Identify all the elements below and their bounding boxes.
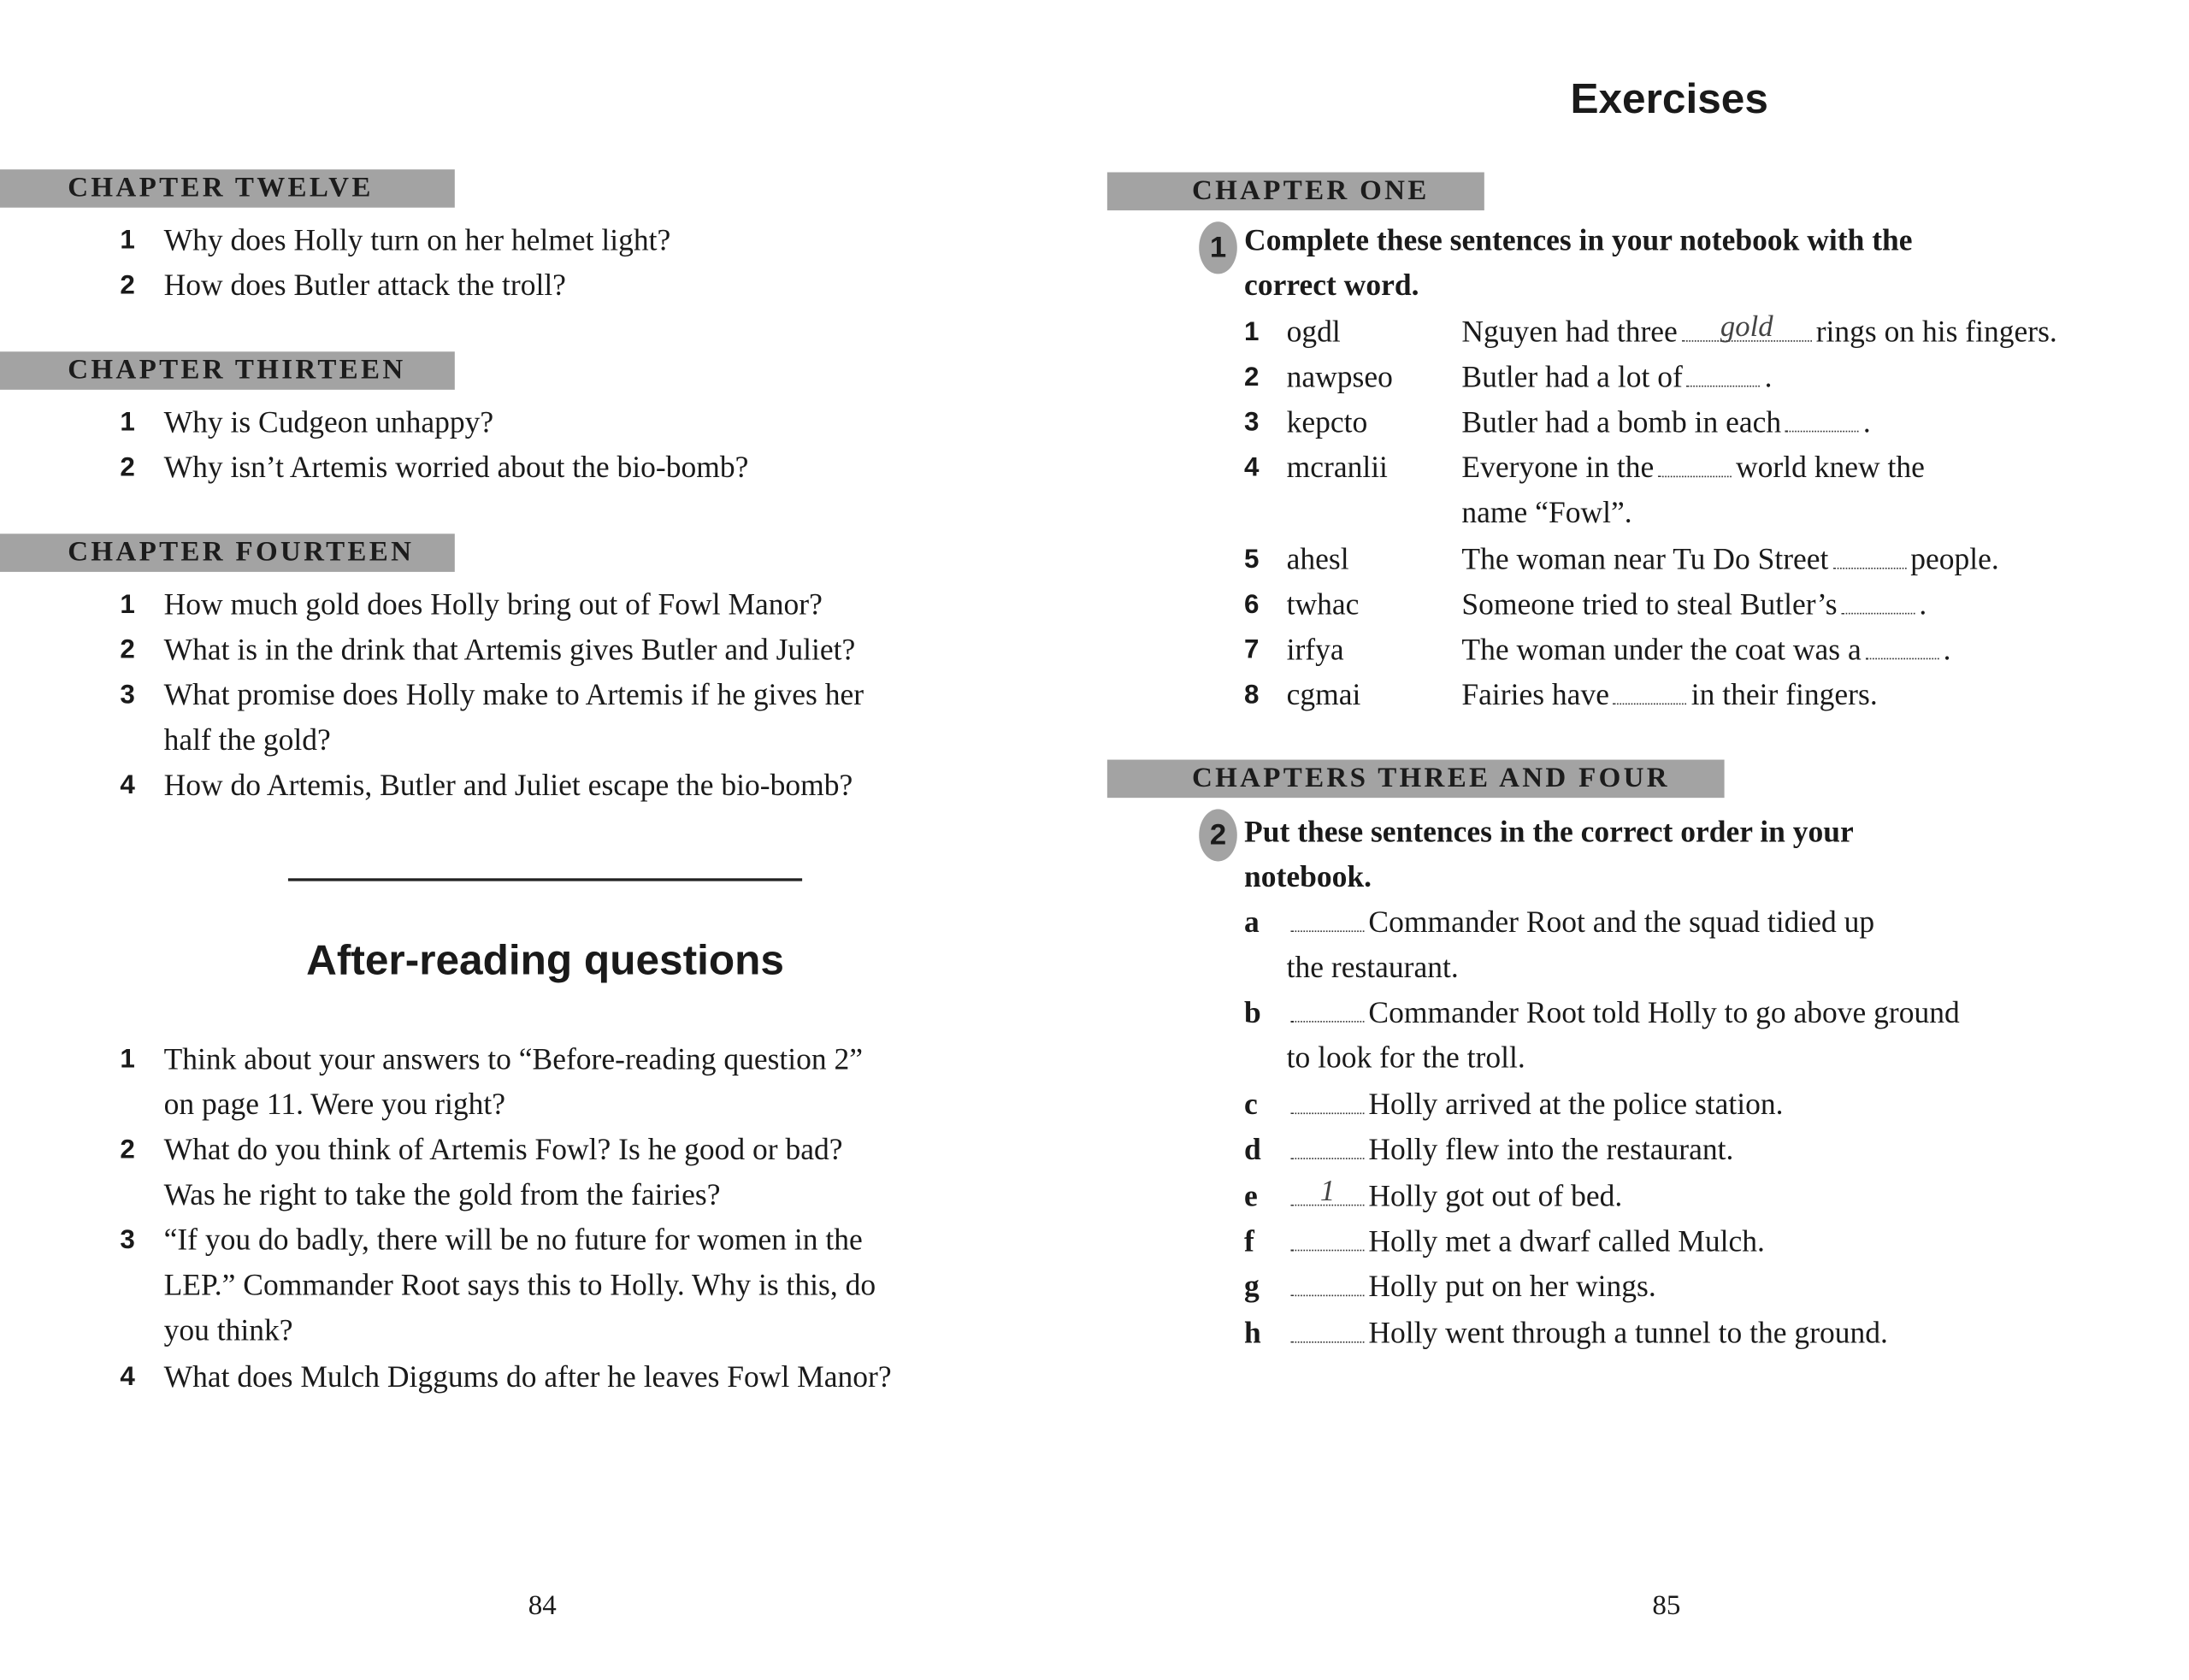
item-letter: h xyxy=(1244,1315,1261,1350)
question-text: Was he right to take the gold from the fairies? xyxy=(163,1177,721,1212)
item-number: 3 xyxy=(1244,408,1260,438)
question-text: What does Mulch Diggums do after he leaves Fowl Manor? xyxy=(163,1359,892,1394)
question-number: 4 xyxy=(120,1362,135,1393)
answer-blank xyxy=(1832,548,1906,569)
order-blank xyxy=(1291,1322,1365,1343)
sentence-start: Nguyen had three xyxy=(1461,315,1678,349)
item-letter: d xyxy=(1244,1132,1261,1167)
chapter-heading-bar xyxy=(1107,172,1484,210)
question-number: 3 xyxy=(120,1225,135,1256)
question-number: 1 xyxy=(120,226,135,256)
question-number: 2 xyxy=(120,1135,135,1165)
order-sentence xyxy=(1287,996,1960,1031)
sentence xyxy=(1461,678,1877,713)
chapter-heading-bar xyxy=(1107,760,1725,799)
item-number: 6 xyxy=(1244,590,1260,621)
item-letter: e xyxy=(1244,1178,1258,1213)
sentence-continued: the restaurant. xyxy=(1286,950,1459,985)
order-sentence xyxy=(1287,1316,1888,1351)
chapter-heading: CHAPTER FOURTEEN xyxy=(68,536,415,568)
chapter-heading-bar xyxy=(0,169,455,208)
question-number: 2 xyxy=(120,271,135,301)
sentence-start: Butler had a lot of xyxy=(1461,360,1683,394)
answer-blank xyxy=(1842,593,1915,615)
chapter-heading: CHAPTER ONE xyxy=(1191,174,1430,207)
sentence-end: people. xyxy=(1910,542,1999,576)
order-sentence xyxy=(1287,1224,1765,1259)
item-number: 2 xyxy=(1244,363,1260,393)
scrambled-word: cgmai xyxy=(1286,677,1361,712)
sentence xyxy=(1461,587,1926,622)
order-sentence xyxy=(1287,1270,1656,1305)
exercise-number-badge: 1 xyxy=(1199,221,1237,274)
scrambled-word: irfya xyxy=(1286,632,1344,667)
item-letter: g xyxy=(1244,1270,1260,1305)
chapter-heading: CHAPTER TWELVE xyxy=(68,172,374,203)
scrambled-word: mcranlii xyxy=(1286,450,1388,485)
sentence-text: Holly went through a tunnel to the ground. xyxy=(1368,1315,1888,1350)
order-blank xyxy=(1291,911,1365,932)
question-number: 3 xyxy=(120,681,135,710)
item-number: 1 xyxy=(1244,317,1260,348)
question-text: you think? xyxy=(163,1312,293,1347)
chapter-heading: CHAPTERS THREE AND FOUR xyxy=(1191,762,1670,794)
item-number: 7 xyxy=(1244,635,1260,665)
question-number: 1 xyxy=(120,590,135,621)
sentence-start: Fairies have xyxy=(1461,677,1609,712)
item-letter: a xyxy=(1244,905,1260,940)
scrambled-word: ogdl xyxy=(1286,315,1341,349)
question-text: What promise does Holly make to Artemis if he gives her xyxy=(163,677,864,712)
question-text: How much gold does Holly bring out of Fowl Manor? xyxy=(163,587,823,622)
answer-blank xyxy=(1614,683,1687,704)
sentence xyxy=(1461,542,1998,577)
sentence-text: Holly flew into the restaurant. xyxy=(1368,1132,1734,1167)
sentence-text: Commander Root and the squad tidied up xyxy=(1368,905,1875,940)
question-text: “If you do badly, there will be no future for women in the xyxy=(163,1223,863,1257)
question-number: 4 xyxy=(120,770,135,801)
sentence-end: in their fingers. xyxy=(1690,677,1878,712)
sentence-end: . xyxy=(1943,632,1951,667)
item-number: 4 xyxy=(1244,453,1260,483)
sentence-text: Holly put on her wings. xyxy=(1368,1270,1656,1305)
question-text: half the gold? xyxy=(163,722,331,757)
question-text: How do Artemis, Butler and Juliet escape the bio-bomb? xyxy=(163,768,853,803)
sentence-start: The woman near Tu Do Street xyxy=(1461,542,1829,576)
question-text: What is in the drink that Artemis gives Butler and Juliet? xyxy=(163,632,856,667)
question-text: on page 11. Were you right? xyxy=(163,1087,506,1122)
exercise-instruction: Complete these sentences in your notebook with the xyxy=(1244,222,1913,257)
divider xyxy=(288,878,802,880)
sentence-end: world knew the xyxy=(1736,450,1925,485)
sentence-end: . xyxy=(1919,587,1927,622)
order-blank xyxy=(1291,1172,1365,1207)
handwritten-answer: gold xyxy=(1720,309,1773,344)
question-text: LEP.” Commander Root says this to Holly. Why is this, do xyxy=(163,1268,876,1302)
question-text: Why is Cudgeon unhappy? xyxy=(163,405,494,439)
order-sentence xyxy=(1287,1172,1623,1213)
exercise-instruction: correct word. xyxy=(1244,268,1419,303)
sentence xyxy=(1461,309,2057,350)
exercise-instruction: notebook. xyxy=(1244,859,1372,894)
order-sentence xyxy=(1287,1133,1734,1168)
question-number: 1 xyxy=(120,408,135,438)
sentence-start: The woman under the coat was a xyxy=(1461,632,1862,667)
sentence-continued: to look for the troll. xyxy=(1286,1040,1525,1076)
question-text: How does Butler attack the troll? xyxy=(163,268,566,303)
scrambled-word: twhac xyxy=(1286,587,1360,622)
order-blank xyxy=(1291,1230,1365,1252)
item-number: 5 xyxy=(1244,545,1260,575)
answer-blank xyxy=(1687,366,1761,387)
exercise-number-badge: 2 xyxy=(1199,809,1237,861)
question-number: 1 xyxy=(120,1045,135,1075)
order-blank xyxy=(1291,1138,1365,1159)
sentence-start: Butler had a bomb in each xyxy=(1461,405,1782,439)
section-title: After-reading questions xyxy=(306,937,784,985)
answer-blank xyxy=(1682,309,1812,344)
answer-blank xyxy=(1658,456,1732,477)
sentence-start: Someone tried to steal Butler’s xyxy=(1461,587,1838,622)
question-number: 2 xyxy=(120,453,135,483)
chapter-heading-bar xyxy=(0,351,455,390)
sentence xyxy=(1461,360,1772,395)
page-number: 84 xyxy=(528,1589,557,1622)
item-letter: f xyxy=(1244,1223,1254,1259)
order-blank xyxy=(1291,1276,1365,1297)
page-title: Exercises xyxy=(1570,76,1768,123)
question-text: Why isn’t Artemis worried about the bio-bomb? xyxy=(163,450,749,485)
order-blank xyxy=(1291,1093,1365,1114)
sentence-text: Holly arrived at the police station. xyxy=(1368,1087,1784,1122)
scrambled-word: kepcto xyxy=(1286,405,1368,439)
sentence-text: Commander Root told Holly to go above ground xyxy=(1368,996,1960,1030)
sentence-text: Holly met a dwarf called Mulch. xyxy=(1368,1223,1765,1259)
chapter-heading-bar xyxy=(0,533,455,572)
sentence xyxy=(1461,633,1950,668)
sentence-end: . xyxy=(1862,405,1871,439)
order-blank xyxy=(1291,1002,1365,1023)
item-letter: c xyxy=(1244,1087,1258,1122)
answer-blank xyxy=(1785,411,1859,433)
sentence-continued: name “Fowl”. xyxy=(1461,495,1632,530)
question-text: What do you think of Artemis Fowl? Is he good or bad? xyxy=(163,1132,843,1167)
sentence-text: Holly got out of bed. xyxy=(1368,1178,1623,1213)
order-sentence xyxy=(1287,1087,1784,1122)
sentence xyxy=(1461,451,1925,486)
scrambled-word: nawpseo xyxy=(1286,360,1393,394)
sentence-end: rings on his fingers. xyxy=(1815,315,2057,349)
answer-blank xyxy=(1866,639,1939,660)
question-text: Why does Holly turn on her helmet light? xyxy=(163,222,671,257)
sentence-start: Everyone in the xyxy=(1461,450,1655,485)
chapter-heading: CHAPTER THIRTEEN xyxy=(68,354,406,386)
page-number: 85 xyxy=(1652,1589,1681,1622)
scrambled-word: ahesl xyxy=(1286,542,1349,576)
item-number: 8 xyxy=(1244,681,1260,710)
question-text: Think about your answers to “Before-reading question 2” xyxy=(163,1041,864,1076)
sentence xyxy=(1461,405,1870,440)
handwritten-answer: 1 xyxy=(1319,1172,1336,1207)
item-letter: b xyxy=(1244,996,1261,1030)
sentence-end: . xyxy=(1764,360,1773,394)
order-sentence xyxy=(1287,905,1875,940)
exercise-instruction: Put these sentences in the correct order in your xyxy=(1244,814,1854,849)
question-number: 2 xyxy=(120,635,135,665)
